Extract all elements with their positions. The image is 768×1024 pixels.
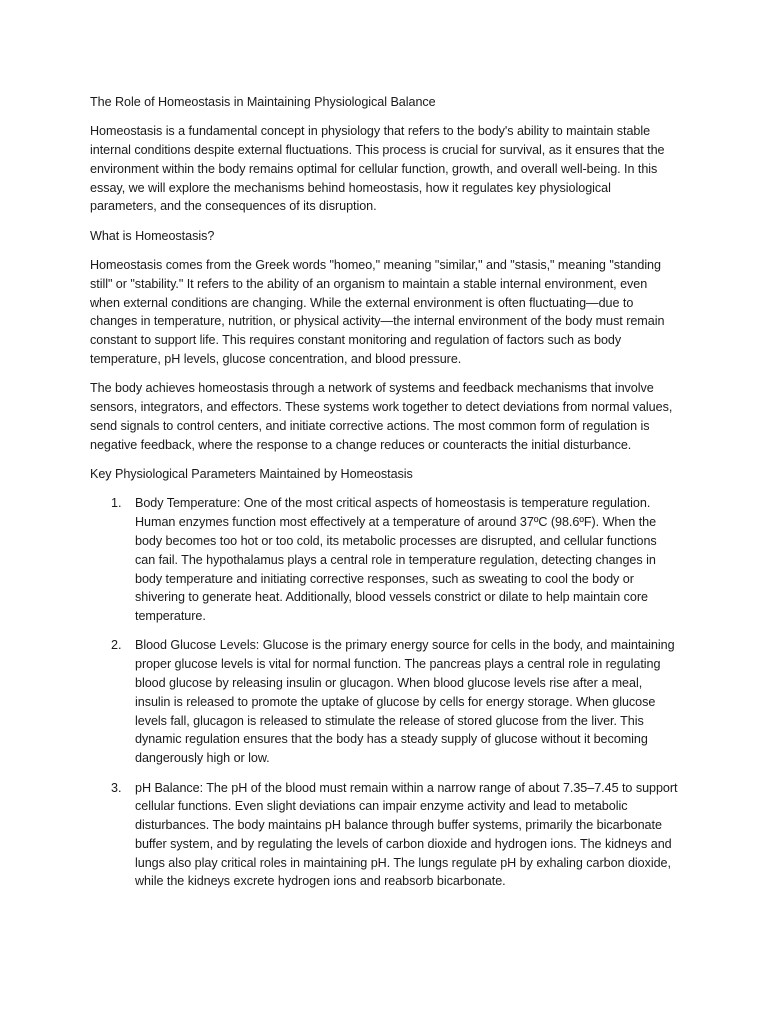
list-item-text: Body Temperature: One of the most critical aspects of homeostasis is temperature regulation. Human enzymes function most effectively at a temperature of around 37ºC (98.6ºF). When the body becomes too hot or too cold, its metabolic processes are disrupted, and cellular functions can fail. The hypothalamus plays a central role in temperature regulation, detecting changes in body temperature and initiating corrective responses, such as sweating to cool the body or shivering to generate heat. Additionally, blood vessels constrict or dilate to help maintain core temperature.: [135, 496, 657, 624]
section-heading-key-parameters: Key Physiological Parameters Maintained by Homeostasis: [90, 467, 413, 482]
parameters-list: [90, 494, 680, 891]
section-heading-what-is-homeostasis: What is Homeostasis?: [90, 228, 215, 243]
list-item-text: pH Balance: The pH of the blood must remain within a narrow range of about 7.35–7.45 to support cellular functions. Even slight deviations can impair enzyme activity and lead to metabolic disturbances. The body maintains pH balance through buffer systems, primarily the bicarbonate buffer system, and by regulating the levels of carbon dioxide and hydrogen ions. The kidneys and lungs also play critical roles in maintaining pH. The lungs regulate pH by exhaling carbon dioxide, while the kidneys excrete hydrogen ions and reabsorb bicarbonate.: [135, 780, 678, 889]
intro-paragraph: Homeostasis is a fundamental concept in physiology that refers to the body's ability to maintain stable internal conditions despite external fluctuations. This process is crucial for survival, as it ensures that the environment within the body remains optimal for cellular function, growth, and overall well-being. In this essay, we will explore the mechanisms behind homeostasis, how it regulates key physiological parameters, and the consequences of its disruption.: [90, 124, 665, 214]
section1-paragraph-2: The body achieves homeostasis through a network of systems and feedback mechanisms that involve sensors, integrators, and effectors. These systems work together to detect deviations from normal values, send signals to control centers, and initiate corrective actions. The most common form of regulation is negative feedback, where the response to a change reduces or counteracts the initial disturbance.: [90, 381, 673, 452]
list-item-blood-glucose: [90, 636, 680, 768]
document-page: [90, 93, 680, 902]
list-number: 2.: [111, 638, 122, 653]
document-title: The Role of Homeostasis in Maintaining Physiological Balance: [90, 95, 436, 109]
list-item-body-temperature: [90, 494, 680, 626]
list-number: 3.: [111, 780, 122, 795]
list-item-ph-balance: [90, 779, 680, 892]
section1-paragraph-1: Homeostasis comes from the Greek words "homeo," meaning "similar," and "stasis," meaning "standing still" or "stability." It refers to the ability of an organism to maintain a stable internal environment, even when external conditions are changing. While the external environment is often fluctuating—due to changes in temperature, nutrition, or physical activity—the internal environment of the body must remain constant to support life. This requires constant monitoring and regulation of factors such as body temperature, pH levels, glucose concentration, and blood pressure.: [90, 258, 665, 367]
list-item-text: Blood Glucose Levels: Glucose is the primary energy source for cells in the body, and maintaining proper glucose levels is vital for normal function. The pancreas plays a central role in regulating blood glucose by releasing insulin or glucagon. When blood glucose levels rise after a meal, insulin is released to promote the uptake of glucose by cells for energy storage. When glucose levels fall, glucagon is released to stimulate the release of stored glucose from the liver. This dynamic regulation ensures that the body has a steady supply of glucose without it becoming dangerously high or low.: [135, 638, 675, 766]
list-number: 1.: [111, 496, 122, 511]
